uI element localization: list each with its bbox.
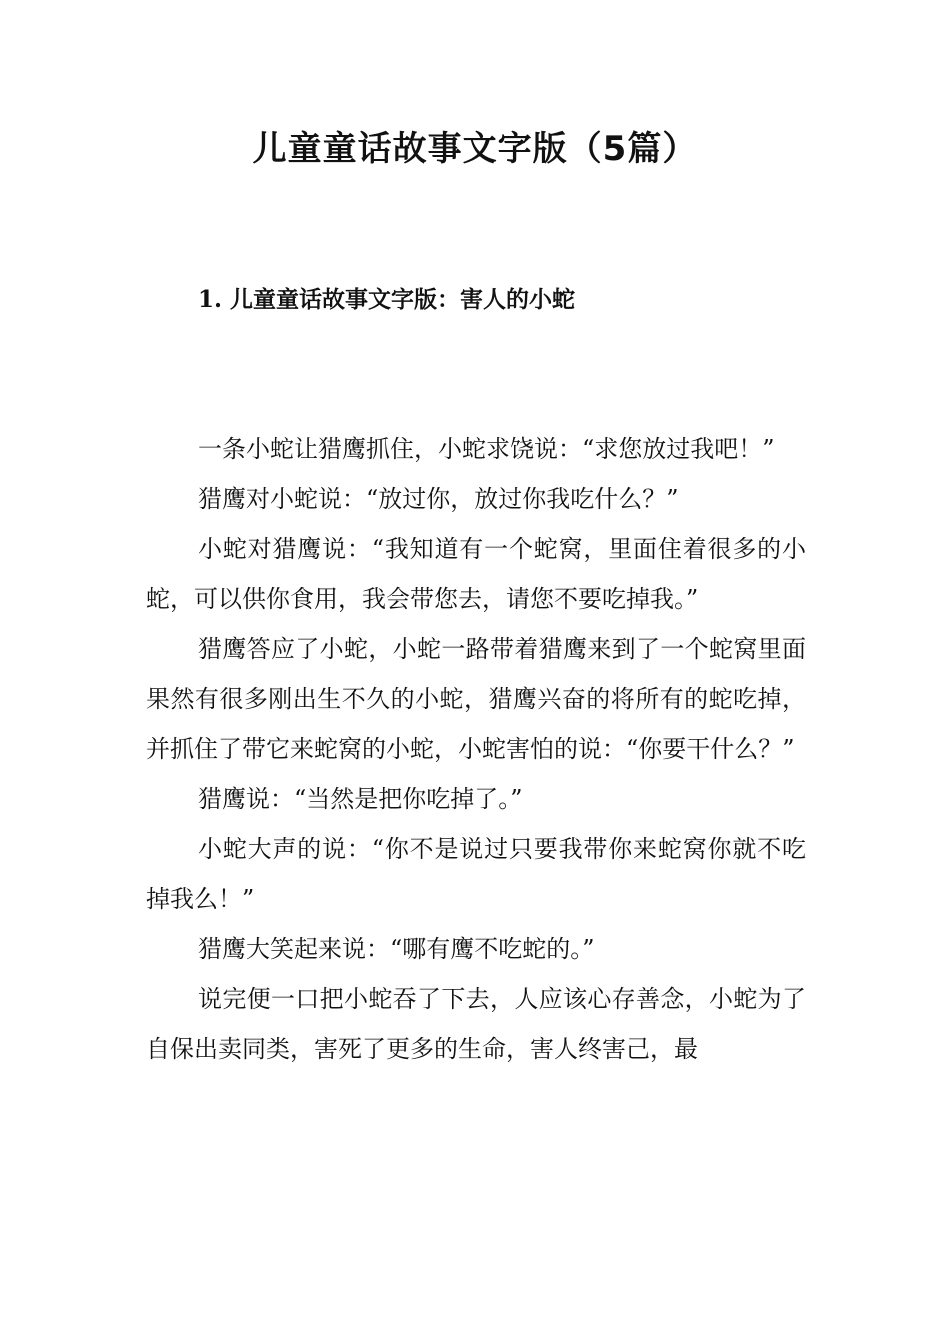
- paragraph-8: 说完便一口把小蛇吞了下去，人应该心存善念，小蛇为了自保出卖同类，害死了更多的生命，害人终害己，最: [146, 985, 806, 1063]
- paragraph-6: 小蛇大声的说：“你不是说过只要我带你来蛇窝你就不吃掉我么！”: [146, 835, 806, 913]
- story-body: [146, 424, 806, 1074]
- paragraph-1: 一条小蛇让猎鹰抓住，小蛇求饶说：“求您放过我吧！”: [198, 435, 775, 463]
- paragraph-2: 猎鹰对小蛇说：“放过你，放过你我吃什么？”: [198, 485, 679, 513]
- paragraph-7: 猎鹰大笑起来说：“哪有鹰不吃蛇的。”: [198, 935, 595, 963]
- document-title: 儿童童话故事文字版（5篇）: [252, 129, 698, 169]
- paragraph-3: 小蛇对猎鹰说：“我知道有一个蛇窝，里面住着很多的小蛇，可以供你食用，我会带您去，请您不要吃掉我。”: [146, 535, 806, 613]
- paragraph-4: 猎鹰答应了小蛇，小蛇一路带着猎鹰来到了一个蛇窝里面果然有很多刚出生不久的小蛇，猎鹰兴奋的将所有的蛇吃掉，并抓住了带它来蛇窝的小蛇，小蛇害怕的说：“你要干什么？”: [146, 635, 806, 763]
- paragraph-5: 猎鹰说：“当然是把你吃掉了。”: [198, 785, 523, 813]
- section-heading: 1. 儿童童话故事文字版：害人的小蛇: [198, 286, 576, 313]
